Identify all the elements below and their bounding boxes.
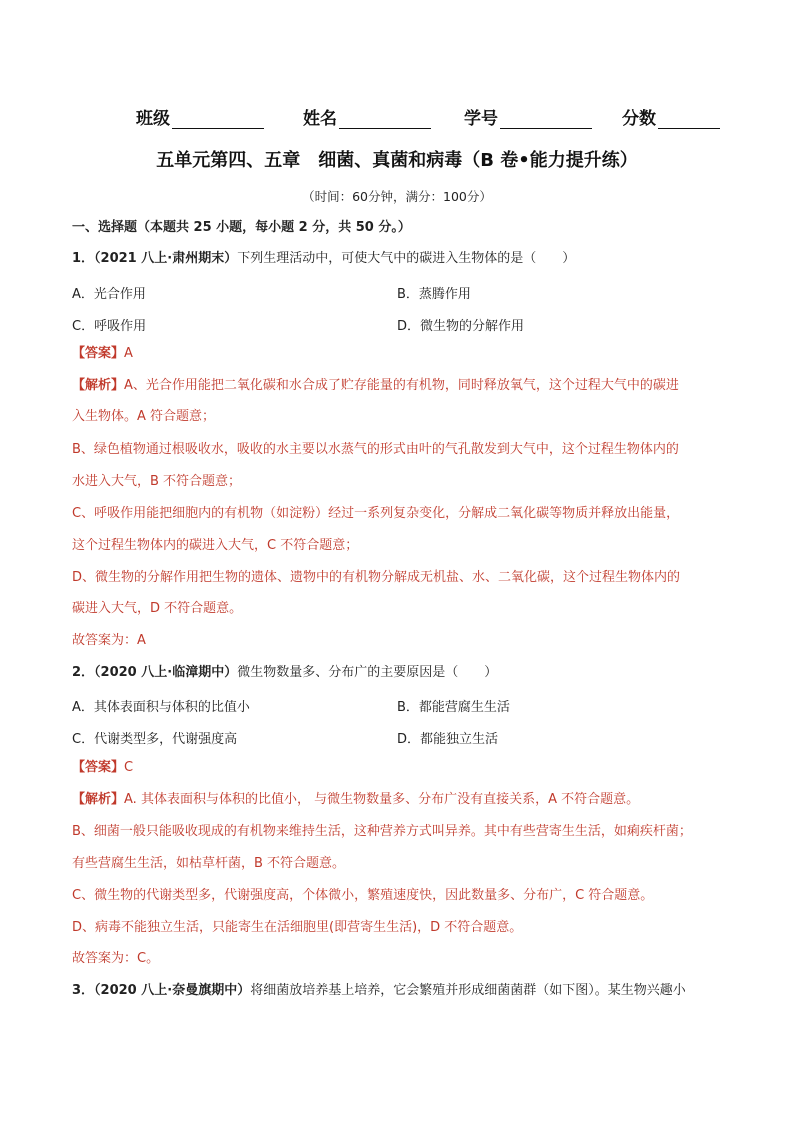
- question-1-option-c: C．呼吸作用: [72, 319, 147, 334]
- question-2-analysis-line: 【解析】A. 其体表面积与体积的比值小， 与微生物数量多、分布广没有直接关系，A 不符合题意。: [72, 792, 640, 807]
- question-2-option-a: A．其体表面积与体积的比值小: [72, 700, 250, 715]
- question-1-analysis-line: 这个过程生物体内的碳进入大气，C 不符合题意；: [72, 538, 359, 553]
- question-1-option-a: A．光合作用: [72, 287, 146, 302]
- name-blank[interactable]: [339, 110, 431, 129]
- class-field: 班级: [136, 104, 264, 129]
- score-blank[interactable]: [658, 110, 720, 129]
- question-2-analysis-line: D、病毒不能独立生活，只能寄生在活细胞里(即营寄生生活)，D 不符合题意。: [72, 920, 523, 935]
- question-2-analysis-line: C、微生物的代谢类型多，代谢强度高，个体微小，繁殖速度快，因此数量多、分布广，C 符合题意。: [72, 888, 654, 903]
- question-2-option-b: B．都能营腐生生活: [397, 700, 510, 715]
- class-blank[interactable]: [172, 110, 264, 129]
- question-1-analysis-line: 【解析】A、光合作用能把二氧化碳和水合成了贮存能量的有机物，同时释放氧气，这个过程大气中的碳进: [72, 378, 679, 393]
- question-1-analysis-line: D、微生物的分解作用把生物的遗体、遗物中的有机物分解成无机盐、水、二氧化碳，这个过程生物体内的: [72, 570, 681, 585]
- name-field: 姓名: [303, 104, 431, 129]
- question-2-option-c: C．代谢类型多，代谢强度高: [72, 732, 238, 747]
- score-field: 分数: [622, 104, 720, 129]
- question-1-analysis-line: 水进入大气，B 不符合题意；: [72, 474, 242, 489]
- question-1-option-b: B．蒸腾作用: [397, 287, 471, 302]
- question-2-option-d: D．都能独立生活: [397, 732, 499, 747]
- page-title: 五单元第四、五章 细菌、真菌和病毒（B 卷•能力提升练）: [156, 150, 638, 171]
- student-id-blank[interactable]: [500, 110, 592, 129]
- question-1-analysis-line: 入生物体。A 符合题意；: [72, 409, 216, 424]
- question-1-option-d: D．微生物的分解作用: [397, 319, 525, 334]
- question-1-stem: 1．（2021 八上·肃州期末）下列生理活动中，可使大气中的碳进入生物体的是（ ）: [72, 251, 576, 266]
- question-3-stem: 3．（2020 八上·奈曼旗期中）将细菌放培养基上培养，它会繁殖并形成细菌菌群（如下图）。某生物兴趣小: [72, 983, 686, 998]
- question-2-analysis-line: 有些营腐生生活，如枯草杆菌，B 不符合题意。: [72, 856, 346, 871]
- question-1-analysis-line: 碳进入大气，D 不符合题意。: [72, 601, 243, 616]
- section-heading: 一、选择题（本题共 25 小题，每小题 2 分，共 50 分。）: [72, 220, 411, 235]
- question-1-answer: 【答案】A: [72, 346, 133, 361]
- question-2-answer: 【答案】C: [72, 760, 134, 775]
- question-1-analysis-line: B、绿色植物通过根吸收水，吸收的水主要以水蒸气的形式由叶的气孔散发到大气中，这个过程生物体内的: [72, 442, 679, 457]
- time-and-score-note: （时间：60分钟，满分：100分）: [302, 189, 492, 204]
- question-1-conclusion: 故答案为：A: [72, 633, 146, 648]
- student-id-field: 学号: [464, 104, 592, 129]
- question-1-analysis-line: C、呼吸作用能把细胞内的有机物（如淀粉）经过一系列复杂变化，分解成二氧化碳等物质并释放出能量，: [72, 506, 680, 521]
- question-2-stem: 2．（2020 八上·临漳期中）微生物数量多、分布广的主要原因是（ ）: [72, 665, 498, 680]
- question-2-analysis-line: B、细菌一般只能吸收现成的有机物来维持生活，这种营养方式叫异养。其中有些营寄生生活，如痢疾杆菌；: [72, 824, 692, 839]
- question-2-conclusion: 故答案为：C。: [72, 951, 160, 966]
